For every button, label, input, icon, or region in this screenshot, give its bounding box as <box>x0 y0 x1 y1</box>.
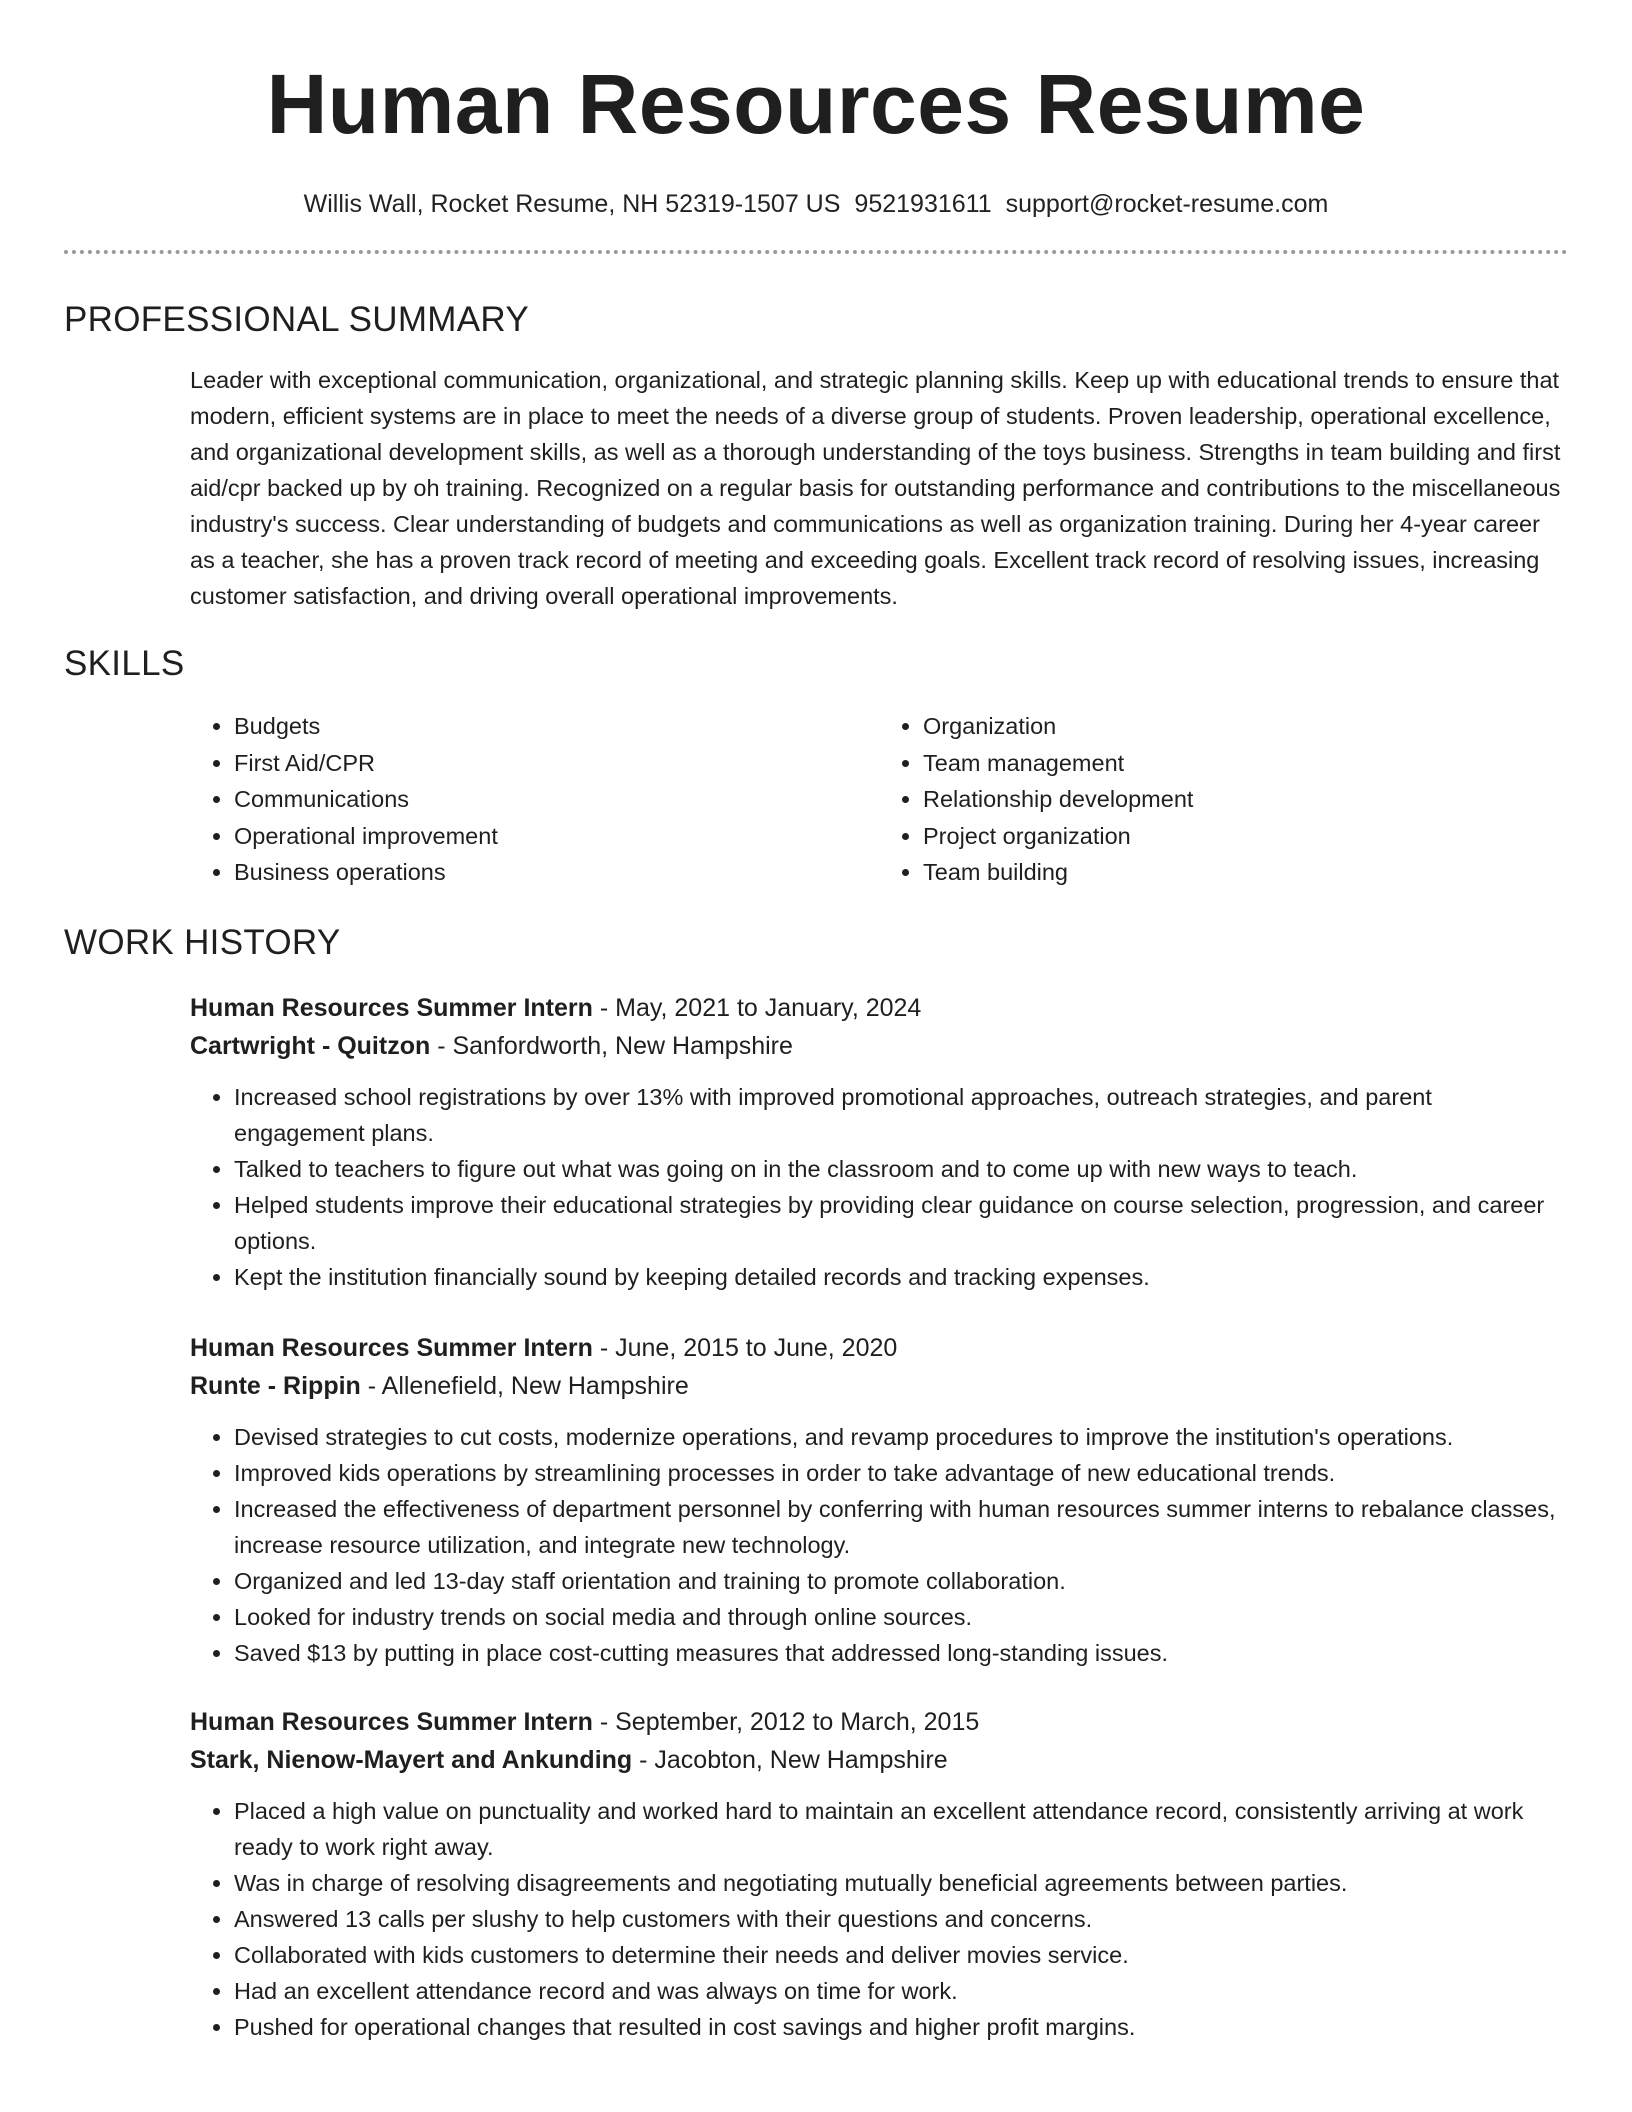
skill-item: • Relationship development <box>923 781 1568 818</box>
header-divider <box>64 250 1568 254</box>
job-bullet: • Collaborated with kids customers to determine their needs and deliver movies service. <box>234 1937 1568 1973</box>
job-title-line <box>190 1329 1568 1367</box>
job-company: Cartwright - Quitzon <box>190 1031 431 1060</box>
job-bullet: • Helped students improve their educational strategies by providing clear guidance on course selection, progression, and career options. <box>234 1187 1568 1259</box>
job-location: - Sanfordworth, New Hampshire <box>430 1031 793 1060</box>
job-entry <box>190 1329 1568 1671</box>
job-company: Stark, Nienow-Mayert and Ankunding <box>190 1745 633 1774</box>
job-bullet: • Was in charge of resolving disagreements and negotiating mutually beneficial agreements between parties. <box>234 1865 1568 1901</box>
job-bullet: • Had an excellent attendance record and was always on time for work. <box>234 1973 1568 2009</box>
work-history-heading: WORK HISTORY <box>64 922 341 962</box>
job-bullet: • Increased the effectiveness of department personnel by conferring with human resources summer interns to rebalance classes, increase resource utilization, and integrate new technology. <box>234 1491 1568 1563</box>
job-location: - Jacobton, New Hampshire <box>632 1745 948 1774</box>
job-location: - Allenefield, New Hampshire <box>360 1371 689 1400</box>
skills-column-right <box>879 708 1568 891</box>
skill-item: • Team building <box>923 854 1568 891</box>
skill-item: • Organization <box>923 708 1568 745</box>
job-entry <box>190 1703 1568 2045</box>
contact-info <box>64 188 1568 220</box>
skill-item: • Team management <box>923 745 1568 782</box>
job-company: Runte - Rippin <box>190 1371 361 1400</box>
job-title-line <box>190 1703 1568 1741</box>
job-company-line <box>190 1027 1568 1065</box>
job-bullets <box>190 1079 1568 1295</box>
job-bullet: • Organized and led 13-day staff orientation and training to promote collaboration. <box>234 1563 1568 1599</box>
skills-heading: SKILLS <box>64 644 185 683</box>
job-bullet: • Kept the institution financially sound by keeping detailed records and tracking expenses. <box>234 1259 1568 1295</box>
job-bullet: • Pushed for operational changes that resulted in cost savings and higher profit margins. <box>234 2009 1568 2045</box>
skill-item: • Business operations <box>234 854 879 891</box>
job-bullet: • Talked to teachers to figure out what was going on in the classroom and to come up with new ways to teach. <box>234 1151 1568 1187</box>
skill-item: • Operational improvement <box>234 818 879 855</box>
job-title: Human Resources Summer Intern <box>190 1333 593 1362</box>
job-bullet: • Saved $13 by putting in place cost-cutting measures that addressed long-standing issues. <box>234 1635 1568 1671</box>
job-bullets <box>190 1793 1568 2045</box>
summary-text: Leader with exceptional communication, organizational, and strategic planning skills. Keep up with educational trends to ensure that modern, efficient systems are in place to meet the needs of a diverse group of students. Proven leadership, operational excellence, and organizational development skills, as well as a thorough understanding of the toys business. Strengths in team building and first aid/cpr backed up by oh training. Recognized on a regular basis for outstanding performance and contributions to the miscellaneous industry's success. Clear understanding of budgets and communications as well as organization training. During her 4-year career as a teacher, she has a proven track record of meeting and exceeding goals. Excellent track record of resolving issues, increasing customer satisfaction, and driving overall operational improvements. <box>190 367 1561 609</box>
job-bullet: • Answered 13 calls per slushy to help customers with their questions and concerns. <box>234 1901 1568 1937</box>
job-title: Human Resources Summer Intern <box>190 993 593 1022</box>
skills-list <box>190 708 1568 891</box>
job-bullet: • Devised strategies to cut costs, modernize operations, and revamp procedures to improve the institution's operations. <box>234 1419 1568 1455</box>
job-company-line <box>190 1741 1568 1779</box>
skill-item: • Communications <box>234 781 879 818</box>
job-bullet: • Increased school registrations by over 13% with improved promotional approaches, outreach strategies, and parent engagement plans. <box>234 1079 1568 1151</box>
contact-phone: 9521931611 <box>854 190 992 218</box>
summary-heading: PROFESSIONAL SUMMARY <box>64 300 529 339</box>
job-company-line <box>190 1367 1568 1405</box>
job-bullet: • Placed a high value on punctuality and worked hard to maintain an excellent attendance record, consistently arriving at work ready to work right away. <box>234 1793 1568 1865</box>
skill-item: • Project organization <box>923 818 1568 855</box>
job-dates: - June, 2015 to June, 2020 <box>592 1333 898 1362</box>
job-bullets <box>190 1419 1568 1671</box>
job-entry <box>190 989 1568 1295</box>
job-bullet: • Looked for industry trends on social media and through online sources. <box>234 1599 1568 1635</box>
job-title: Human Resources Summer Intern <box>190 1707 593 1736</box>
skills-column-left <box>190 708 879 891</box>
job-title-line <box>190 989 1568 1027</box>
job-dates: - May, 2021 to January, 2024 <box>592 993 922 1022</box>
job-dates: - September, 2012 to March, 2015 <box>592 1707 980 1736</box>
contact-address: Willis Wall, Rocket Resume, NH 52319-1507 US <box>303 190 841 218</box>
skill-item: • Budgets <box>234 708 879 745</box>
skill-item: • First Aid/CPR <box>234 745 879 782</box>
contact-email[interactable]: support@rocket-resume.com <box>1005 190 1329 218</box>
job-bullet: • Improved kids operations by streamlining processes in order to take advantage of new educational trends. <box>234 1455 1568 1491</box>
resume-title: Human Resources Resume <box>266 57 1366 151</box>
